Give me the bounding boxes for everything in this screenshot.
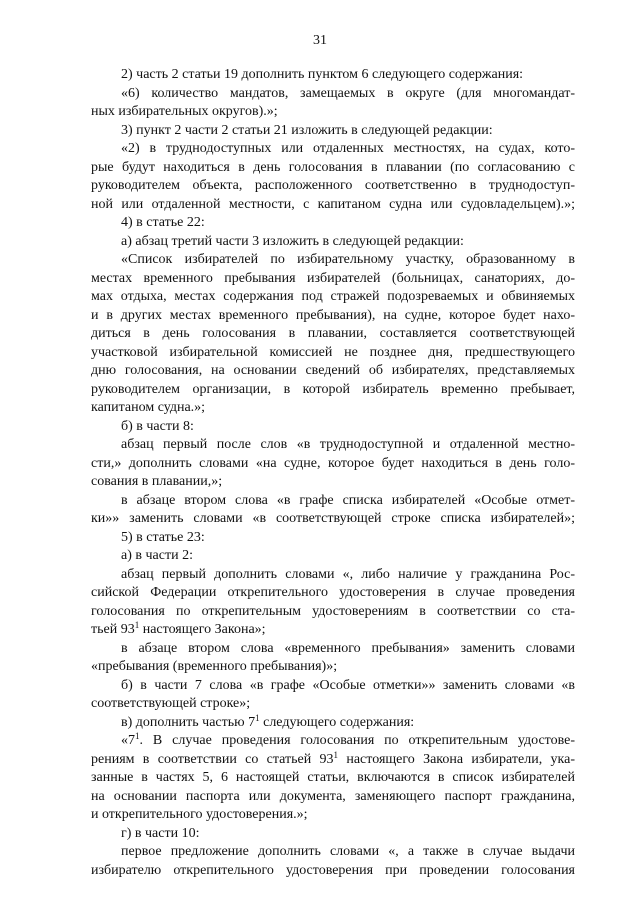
text-line: избирателю открепительного удостоверения при проведении голосования <box>91 862 575 878</box>
text-line: сования в плавании,»; <box>91 474 223 489</box>
text-line: первое предложение дополнить словами «, а также в случае выдачи <box>121 844 575 859</box>
text-line: 4) в статье 22: <box>121 215 205 230</box>
text-line: руководителем организации, в которой избиратель временно пребывает, <box>91 381 575 397</box>
text-line: сти,» дополнить словами «на судне, которое будет находиться в день голо- <box>91 455 575 471</box>
text-line: диться в день голосования в плавании, составляется соответствующей <box>91 326 575 341</box>
text-line: соответствующей строке»; <box>91 696 251 711</box>
text-line: 3) пункт 2 части 2 статьи 21 изложить в следующей редакции: <box>121 122 493 138</box>
text-line: в абзаце втором слова «в графе списка избирателей «Особые отмет- <box>121 492 575 508</box>
text-line: рые будут находиться в день голосования в плавании (по согласованию с <box>91 159 575 175</box>
text-line: абзац первый после слов «в труднодоступной и отдаленной местно- <box>121 437 575 452</box>
text-line: ки»» заменить словами «в соответствующей строке списка избирателей»; <box>91 511 575 526</box>
text-line: абзац первый дополнить словами «, либо наличие у гражданина Рос- <box>121 566 575 582</box>
text-line: «$7^1$. В случае проведения голосования по открепительным удостове- <box>121 732 575 748</box>
document-body <box>91 66 575 880</box>
page-number: 31 <box>313 33 327 48</box>
text-line: «6) количество мандатов, замещаемых в округе (для многомандат- <box>121 85 575 101</box>
text-line: а) абзац третий части 3 изложить в следующей редакции: <box>121 233 464 249</box>
text-line: ных избирательных округов).»; <box>91 104 278 119</box>
text-line: б) в части 7 слова «в графе «Особые отметки»» заменить словами «в <box>121 677 575 693</box>
text-line: дню голосования, на основании сведений об избирателях, представляемых <box>91 363 575 378</box>
text-line: а) в части 2: <box>121 548 193 563</box>
text-line: «пребывания (временного пребывания)»; <box>91 659 338 674</box>
text-line: мах отдыха, местах содержания под стражей подозреваемых и обвиняемых <box>91 289 575 304</box>
text-line: местах временного пребывания избирателей (больницах, санаториях, до- <box>91 270 575 286</box>
text-line: занные в частях 5, 6 настоящей статьи, включаются в список избирателей <box>91 770 575 785</box>
text-line: на основании паспорта или документа, заменяющего паспорт гражданина, <box>91 788 575 804</box>
text-line: сийской Федерации открепительного удостоверения в случае проведения <box>91 585 575 600</box>
text-line: капитаном судна.»; <box>91 400 206 415</box>
text-line: и в других местах временного пребывания), на судне, которое будет нахо- <box>91 307 575 323</box>
text-line: в абзаце втором слова «временного пребывания» заменить словами <box>121 640 575 656</box>
text-line: руководителем объекта, расположенного соответственно в труднодоступ- <box>91 178 575 193</box>
text-line: г) в части 10: <box>121 825 200 841</box>
text-line: 2) часть 2 статьи 19 дополнить пунктом 6 следующего содержания: <box>121 67 524 82</box>
text-line: «Список избирателей по избирательному участку, образованному в <box>121 252 575 267</box>
text-line: рениям в соответствии со статьей $93^1$ настоящего Закона избиратели, ука- <box>91 750 575 767</box>
text-line: «2) в труднодоступных или отдаленных местностях, на судах, кото- <box>121 141 575 156</box>
text-line: и открепительного удостоверения.»; <box>91 807 308 822</box>
text-line: в) дополнить частью $7^1$ следующего содержания: <box>121 713 415 730</box>
text-line: ной или отдаленной местности, с капитаном судна или судовладельцем).»; <box>91 196 575 212</box>
text-line: тьей $93^1$ настоящего Закона»; <box>91 621 266 637</box>
text-line: б) в части 8: <box>121 418 194 434</box>
text-line: голосования по открепительным удостоверениям в соответствии со ста- <box>91 603 575 619</box>
text-line: 5) в статье 23: <box>121 529 205 545</box>
text-line: участковой избирательной комиссией не позднее дня, предшествующего <box>91 344 575 360</box>
